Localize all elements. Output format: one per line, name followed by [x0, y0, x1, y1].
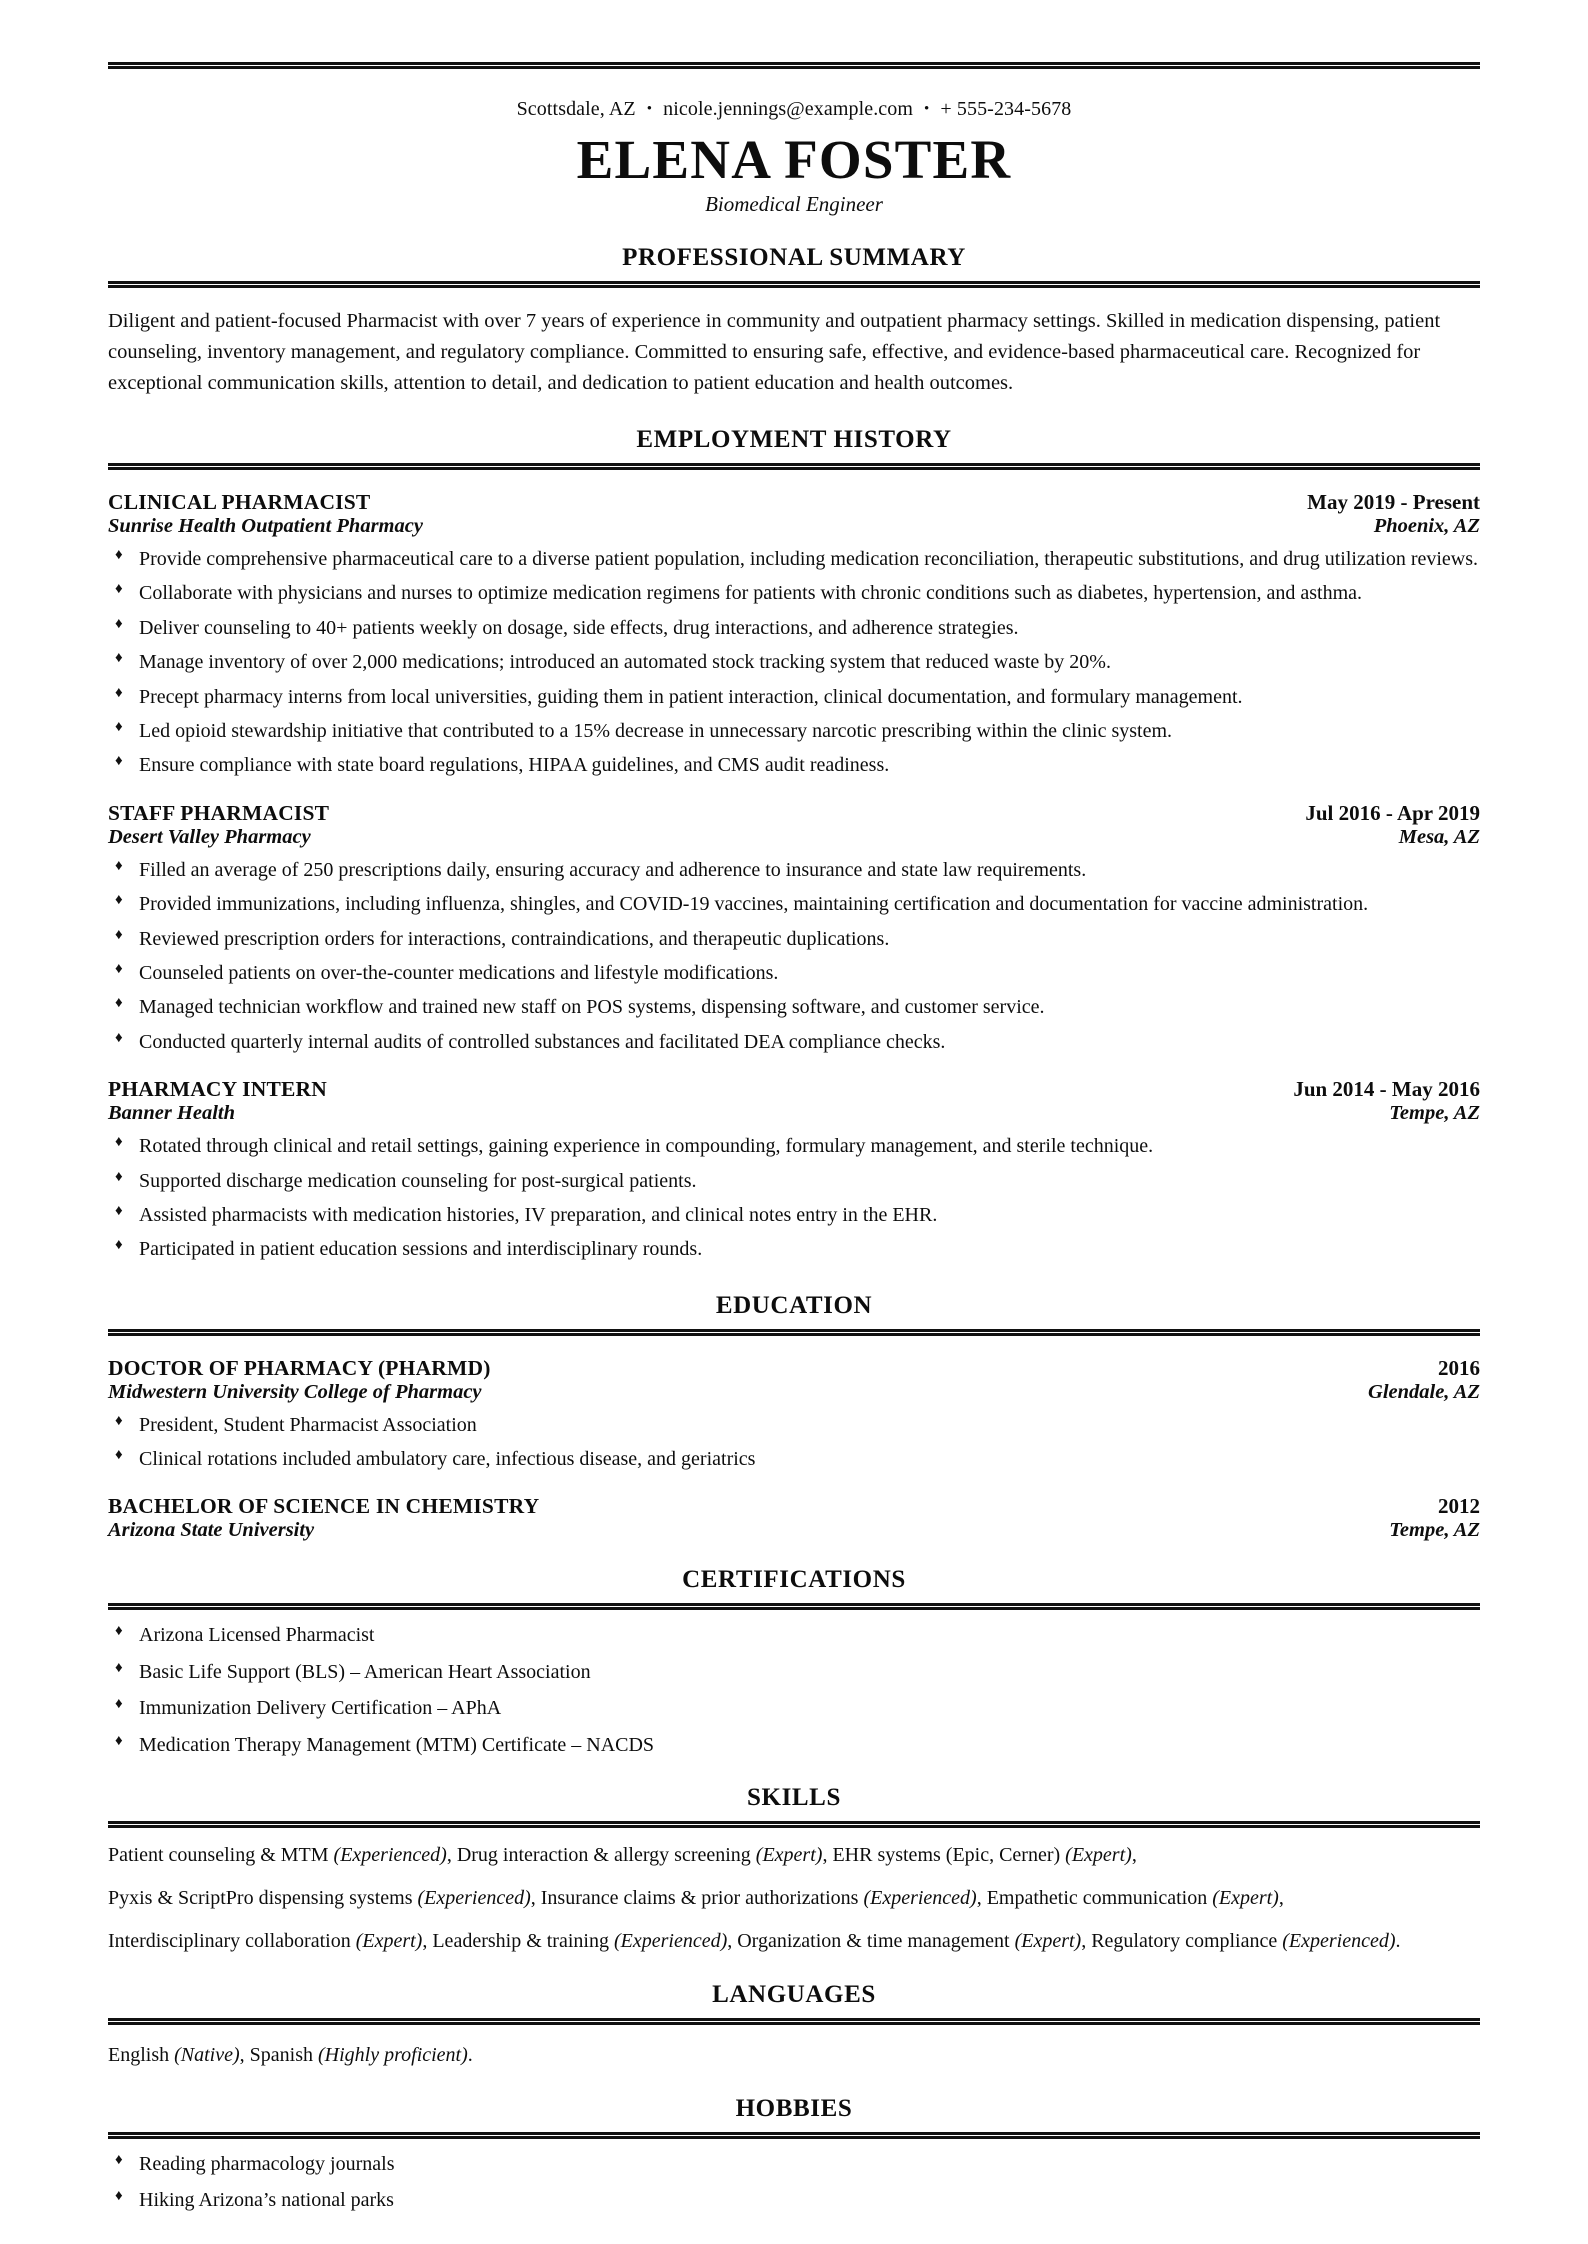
employment-organization: Desert Valley Pharmacy	[108, 825, 311, 848]
contact-separator-1: •	[646, 101, 653, 117]
skill-level: (Experienced)	[417, 1887, 531, 1910]
skill-level: (Expert)	[1014, 1930, 1082, 1953]
bullet-item: ♦ Ensure compliance with state board regulations, HIPAA guidelines, and CMS audit readiness.	[108, 751, 1480, 780]
languages-line	[108, 2040, 1480, 2071]
bullet-item: ♦ Led opioid stewardship initiative that contributed to a 15% decrease in unnecessary narcotic prescribing within the clinic system.	[108, 717, 1480, 746]
language-level: (Native)	[174, 2044, 240, 2067]
education-year: 2016	[1438, 1355, 1480, 1380]
bullet-item: ♦ Provide comprehensive pharmaceutical care to a diverse patient population, including medication reconciliation, therapeutic substitutions, and drug utilization reviews.	[108, 545, 1480, 574]
skill-level: (Expert)	[1212, 1887, 1279, 1910]
skill-text: , Leadership & training	[422, 1930, 614, 1953]
employment-location: Phoenix, AZ	[1373, 515, 1480, 538]
employment-location: Tempe, AZ	[1389, 1102, 1480, 1125]
section-heading-employment: EMPLOYMENT HISTORY	[636, 426, 952, 454]
employment-entry-org-row	[108, 515, 1480, 538]
summary-divider	[108, 281, 1480, 288]
hobbies-divider	[108, 2132, 1480, 2139]
skill-text: Pyxis & ScriptPro dispensing systems	[108, 1887, 418, 1910]
top-divider	[108, 62, 1480, 69]
section-heading-certifications: CERTIFICATIONS	[682, 1566, 906, 1594]
skill-text: .	[1395, 1930, 1401, 1953]
certifications-divider	[108, 1603, 1480, 1610]
education-year: 2012	[1438, 1494, 1480, 1519]
contact-line	[108, 95, 1480, 123]
education-entry-school-row	[108, 1519, 1480, 1542]
education-divider	[108, 1329, 1480, 1336]
contact-separator-2: •	[924, 101, 930, 117]
employment-dates: May 2019 - Present	[1307, 490, 1480, 515]
bullet-item: ♦ Counseled patients on over-the-counter medications and lifestyle modifications.	[108, 959, 1480, 988]
skill-level: (Experienced)	[1282, 1930, 1396, 1953]
employment-bullets	[108, 1132, 1480, 1265]
skill-text: , Regulatory compliance	[1081, 1930, 1283, 1953]
language-name: English	[108, 2044, 175, 2067]
spacer	[108, 1610, 1480, 1614]
section-heading-summary: PROFESSIONAL SUMMARY	[622, 243, 966, 271]
hobby-item: ♦ Hiking Arizona’s national parks	[108, 2186, 1480, 2215]
bullet-item: ♦ Participated in patient education sessions and interdisciplinary rounds.	[108, 1235, 1480, 1264]
skill-level: (Expert)	[1065, 1844, 1132, 1867]
education-entry-degree-row	[108, 1494, 1480, 1519]
section-heading-languages: LANGUAGES	[712, 1981, 876, 2009]
education-entry	[108, 1356, 1480, 1475]
bullet-item: ♦ Filled an average of 250 prescriptions daily, ensuring accuracy and adherence to insurance and state law requirements.	[108, 856, 1480, 885]
language-level: (Highly proficient)	[318, 2044, 468, 2067]
section-heading-skills: SKILLS	[747, 1784, 841, 1812]
employment-job-title: STAFF PHARMACIST	[108, 800, 330, 825]
certification-item: ♦ Medication Therapy Management (MTM) Certificate – NACDS	[108, 1731, 1480, 1760]
language-text: .	[467, 2044, 473, 2067]
skills-line	[108, 1926, 1480, 1957]
employment-dates: Jun 2014 - May 2016	[1293, 1077, 1480, 1102]
contact-location: Scottsdale, AZ	[516, 98, 636, 120]
bullet-item: ♦ Assisted pharmacists with medication histories, IV preparation, and clinical notes entry in the EHR.	[108, 1201, 1480, 1230]
section-heading-hobbies: HOBBIES	[735, 2095, 853, 2123]
skill-level: (Experienced)	[333, 1844, 447, 1867]
skill-level: (Experienced)	[863, 1887, 977, 1910]
employment-bullets	[108, 856, 1480, 1057]
education-degree: DOCTOR OF PHARMACY (PHARMD)	[108, 1355, 491, 1380]
skills-line	[108, 1840, 1480, 1871]
employment-entry-org-row	[108, 1102, 1480, 1125]
education-school: Arizona State University	[108, 1519, 315, 1542]
employment-entry-title-row	[108, 490, 1480, 515]
education-bullets	[108, 1411, 1480, 1475]
bullet-item: ♦ Rotated through clinical and retail settings, gaining experience in compounding, formulary management, and sterile technique.	[108, 1132, 1480, 1161]
contact-email[interactable]: nicole.jennings@example.com	[663, 98, 914, 120]
contact-phone[interactable]: + 555-234-5678	[940, 98, 1072, 120]
employment-entry	[108, 490, 1480, 781]
skill-text: , Drug interaction & allergy screening	[446, 1844, 756, 1867]
bullet-item: ♦ Supported discharge medication counseling for post-surgical patients.	[108, 1167, 1480, 1196]
bullet-item: ♦ Conducted quarterly internal audits of controlled substances and facilitated DEA compliance checks.	[108, 1028, 1480, 1057]
language-name: , Spanish	[239, 2044, 318, 2067]
skill-level: (Expert)	[355, 1930, 423, 1953]
skill-text: ,	[1131, 1844, 1137, 1867]
bullet-item: ♦ Reviewed prescription orders for interactions, contraindications, and therapeutic duplications.	[108, 925, 1480, 954]
education-location: Glendale, AZ	[1368, 1380, 1480, 1403]
hobbies-list	[108, 2150, 1480, 2216]
candidate-name: ELENA FOSTER	[576, 129, 1012, 190]
skill-level: (Expert)	[755, 1844, 823, 1867]
skill-text: , EHR systems (Epic, Cerner)	[822, 1844, 1066, 1867]
employment-bullets	[108, 545, 1480, 781]
skill-text: , Insurance claims & prior authorizations	[530, 1887, 864, 1910]
languages-divider	[108, 2018, 1480, 2025]
education-degree: BACHELOR OF SCIENCE IN CHEMISTRY	[108, 1494, 540, 1519]
employment-entry	[108, 801, 1480, 1057]
education-entry-school-row	[108, 1381, 1480, 1404]
section-heading-education: EDUCATION	[715, 1291, 873, 1319]
education-entry	[108, 1494, 1480, 1542]
employment-job-title: PHARMACY INTERN	[108, 1077, 327, 1102]
bullet-item: ♦ Deliver counseling to 40+ patients weekly on dosage, side effects, drug interactions, and adherence strategies.	[108, 614, 1480, 643]
employment-organization: Sunrise Health Outpatient Pharmacy	[108, 515, 423, 538]
hobby-item: ♦ Reading pharmacology journals	[108, 2150, 1480, 2179]
employment-job-title: CLINICAL PHARMACIST	[108, 490, 371, 515]
skill-text: Patient counseling & MTM	[108, 1844, 334, 1867]
skill-text: , Empathetic communication	[976, 1887, 1213, 1910]
employment-entry	[108, 1077, 1480, 1265]
bullet-item: ♦ Provided immunizations, including influenza, shingles, and COVID-19 vaccines, maintaining certification and documentation for vaccine administration.	[108, 890, 1480, 919]
employment-dates: Jul 2016 - Apr 2019	[1305, 800, 1480, 825]
skills-divider	[108, 1821, 1480, 1828]
education-school: Midwestern University College of Pharmacy	[108, 1380, 482, 1403]
bullet-item: ♦ Precept pharmacy interns from local universities, guiding them in patient interaction, clinical documentation, and formulary management.	[108, 683, 1480, 712]
skill-text: ,	[1278, 1887, 1284, 1910]
candidate-job-title: Biomedical Engineer	[705, 191, 883, 216]
skill-text: Interdisciplinary collaboration	[108, 1930, 356, 1953]
certification-item: ♦ Immunization Delivery Certification – APhA	[108, 1694, 1480, 1723]
skills-line	[108, 1883, 1480, 1914]
summary-text: Diligent and patient-focused Pharmacist with over 7 years of experience in community and outpatient pharmacy settings. Skilled in medication dispensing, patient counseling, inventory management, and regulatory compliance. Committed to ensuring safe, effective, and evidence-based pharmaceutical care. Recognized for exceptional communication skills, attention to detail, and dedication to patient education and health outcomes.	[108, 309, 1441, 394]
education-location: Tempe, AZ	[1389, 1519, 1480, 1542]
bullet-item: ♦ Managed technician workflow and trained new staff on POS systems, dispensing software, and customer service.	[108, 993, 1480, 1022]
employment-entry-title-row	[108, 801, 1480, 826]
employment-divider	[108, 463, 1480, 470]
employment-location: Mesa, AZ	[1398, 825, 1480, 848]
bullet-item: ♦ Collaborate with physicians and nurses to optimize medication regimens for patients with chronic conditions such as diabetes, hypertension, and asthma.	[108, 579, 1480, 608]
skill-level: (Experienced)	[613, 1930, 728, 1953]
spacer	[108, 2139, 1480, 2143]
skill-text: , Organization & time management	[727, 1930, 1015, 1953]
bullet-item: ♦ Clinical rotations included ambulatory care, infectious disease, and geriatrics	[108, 1445, 1480, 1474]
employment-entry-org-row	[108, 826, 1480, 849]
bullet-item: ♦ President, Student Pharmacist Association	[108, 1411, 1480, 1440]
bullet-item: ♦ Manage inventory of over 2,000 medications; introduced an automated stock tracking system that reduced waste by 20%.	[108, 648, 1480, 677]
certification-item: ♦ Arizona Licensed Pharmacist	[108, 1621, 1480, 1650]
employment-organization: Banner Health	[108, 1102, 236, 1125]
certification-item: ♦ Basic Life Support (BLS) – American Heart Association	[108, 1658, 1480, 1687]
certifications-list	[108, 1621, 1480, 1760]
education-entry-degree-row	[108, 1356, 1480, 1381]
employment-entry-title-row	[108, 1077, 1480, 1102]
